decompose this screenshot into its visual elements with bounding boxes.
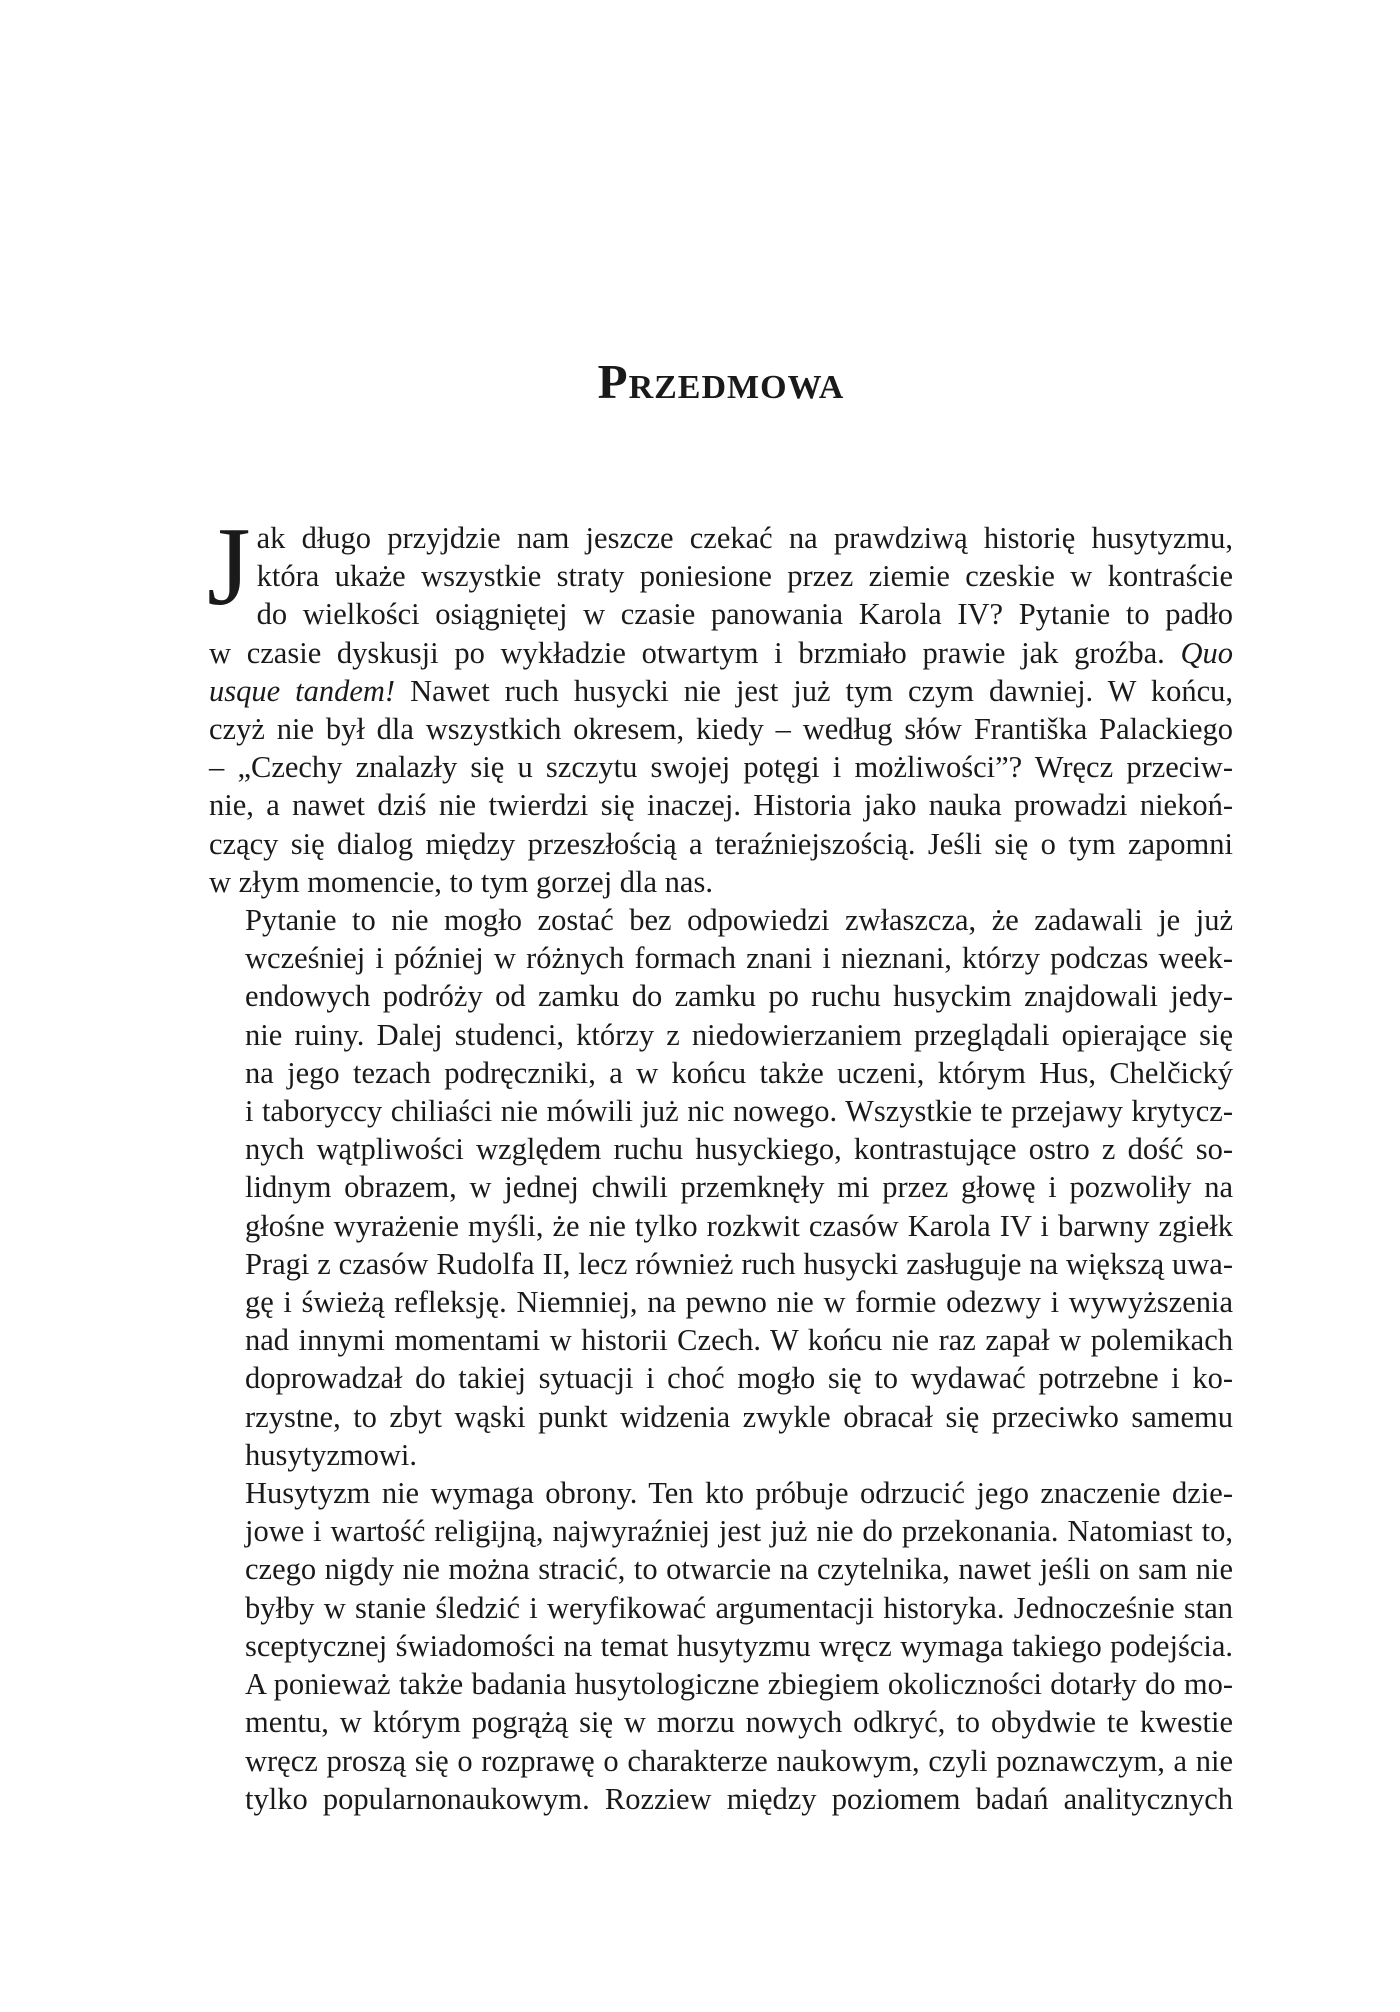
text-line: wcześniej i później w różnych formach znani i nieznani, którzy podczas week-	[245, 941, 1233, 976]
text-line: nie, a nawet dziś nie twierdzi się inaczej. Historia jako nauka prowadzi niekoń-	[209, 788, 1233, 823]
text-line: doprowadzał do takiej sytuacji i choć mogło się to wydawać potrzebne i ko-	[245, 1361, 1233, 1396]
text-line: Husytyzm nie wymaga obrony. Ten kto próbuje odrzucić jego znaczenie dzie-	[245, 1476, 1233, 1511]
text-line: gę i świeżą refleksję. Niemniej, na pewno nie w formie odezwy i wywyższenia	[245, 1285, 1233, 1320]
text-line	[209, 634, 1233, 672]
paragraph-2	[209, 901, 1233, 1474]
text-line: do wielkości osiągniętej w czasie panowania Karola IV? Pytanie to padło	[256, 597, 1233, 632]
text-line: czyż nie był dla wszystkich okresem, kiedy – według słów Františka Palackiego	[209, 712, 1233, 747]
text-segment: w czasie dyskusji po wykładzie otwartym i brzmiało prawie jak groźba.	[209, 635, 1181, 670]
text-line: w złym momencie, to tym gorzej dla nas.	[209, 864, 713, 899]
text-line: na jego tezach podręczniki, a w końcu także uczeni, którym Hus, Chelčický	[245, 1055, 1233, 1090]
text-line: – „Czechy znalazły się u szczytu swojej potęgi i możliwości”? Wręcz przeciw-	[209, 750, 1233, 785]
text-line	[209, 672, 1233, 710]
text-line: byłby w stanie śledzić i weryfikować argumentacji historyka. Jednocześnie stan	[245, 1590, 1233, 1625]
text-line: husytyzmowi.	[245, 1437, 417, 1472]
text-line: nad innymi momentami w historii Czech. W końcu nie raz zapał w polemikach	[245, 1323, 1233, 1358]
text-line: czego nigdy nie można stracić, to otwarcie na czytelnika, nawet jeśli on sam nie	[245, 1552, 1233, 1587]
drop-cap: J	[207, 505, 251, 629]
text-line: Pragi z czasów Rudolfa II, lecz również ruch husycki zasługuje na większą uwa-	[245, 1246, 1233, 1281]
paragraph-1	[207, 505, 1233, 901]
text-line: wręcz proszą się o rozprawę o charakterze naukowym, czyli poznawczym, a nie	[245, 1743, 1233, 1778]
text-line: mentu, w którym pogrążą się w morzu nowych odkryć, to obydwie te kwestie	[245, 1705, 1233, 1740]
italic-text: Quo	[1180, 635, 1233, 670]
text-line: ak długo przyjdzie nam jeszcze czekać na prawdziwą historię husytyzmu,	[256, 521, 1233, 555]
text-line: która ukaże wszystkie straty poniesione przez ziemie czeskie w kontraście	[256, 559, 1233, 594]
text-segment: Nawet ruch husycki nie jest już tym czym dawniej. W końcu,	[395, 673, 1233, 708]
text-line: i taboryccy chiliaści nie mówili już nic nowego. Wszystkie te przejawy krytycz-	[245, 1094, 1233, 1129]
paragraph-3	[209, 1474, 1233, 1818]
text-line: sceptycznej świadomości na temat husytyzmu wręcz wymaga takiego podejścia.	[245, 1628, 1233, 1663]
text-line: głośne wyrażenie myśli, że nie tylko rozkwit czasów Karola IV i barwny zgiełk	[245, 1208, 1233, 1243]
text-line: nie ruiny. Dalej studenci, którzy z niedowierzaniem przeglądali opierające się	[245, 1017, 1233, 1052]
text-line: czący się dialog między przeszłością a teraźniejszością. Jeśli się o tym zapomni	[209, 826, 1233, 861]
text-line: A ponieważ także badania husytologiczne zbiegiem okoliczności dotarły do mo-	[245, 1667, 1233, 1702]
text-line: rzystne, to zbyt wąski punkt widzenia zwykle obracał się przeciwko samemu	[245, 1399, 1233, 1434]
body-text	[207, 505, 1233, 1818]
text-line: jowe i wartość religijną, najwyraźniej jest już nie do przekonania. Natomiast to,	[245, 1514, 1233, 1549]
text-line: lidnym obrazem, w jednej chwili przemknęły mi przez głowę i pozwoliły na	[245, 1170, 1233, 1205]
text-line: endowych podróży od zamku do zamku po ruchu husyckim znajdowali jedy-	[245, 979, 1233, 1014]
text-line: Pytanie to nie mogło zostać bez odpowiedzi zwłaszcza, że zadawali je już	[245, 903, 1233, 938]
page-title: Przedmowa	[597, 354, 845, 409]
italic-text: usque tandem!	[209, 673, 396, 708]
text-line: tylko popularnonaukowym. Rozziew między poziomem badań analitycznych	[245, 1781, 1233, 1816]
text-line: nych wątpliwości względem ruchu husyckiego, kontrastujące ostro z dość so-	[245, 1132, 1233, 1167]
